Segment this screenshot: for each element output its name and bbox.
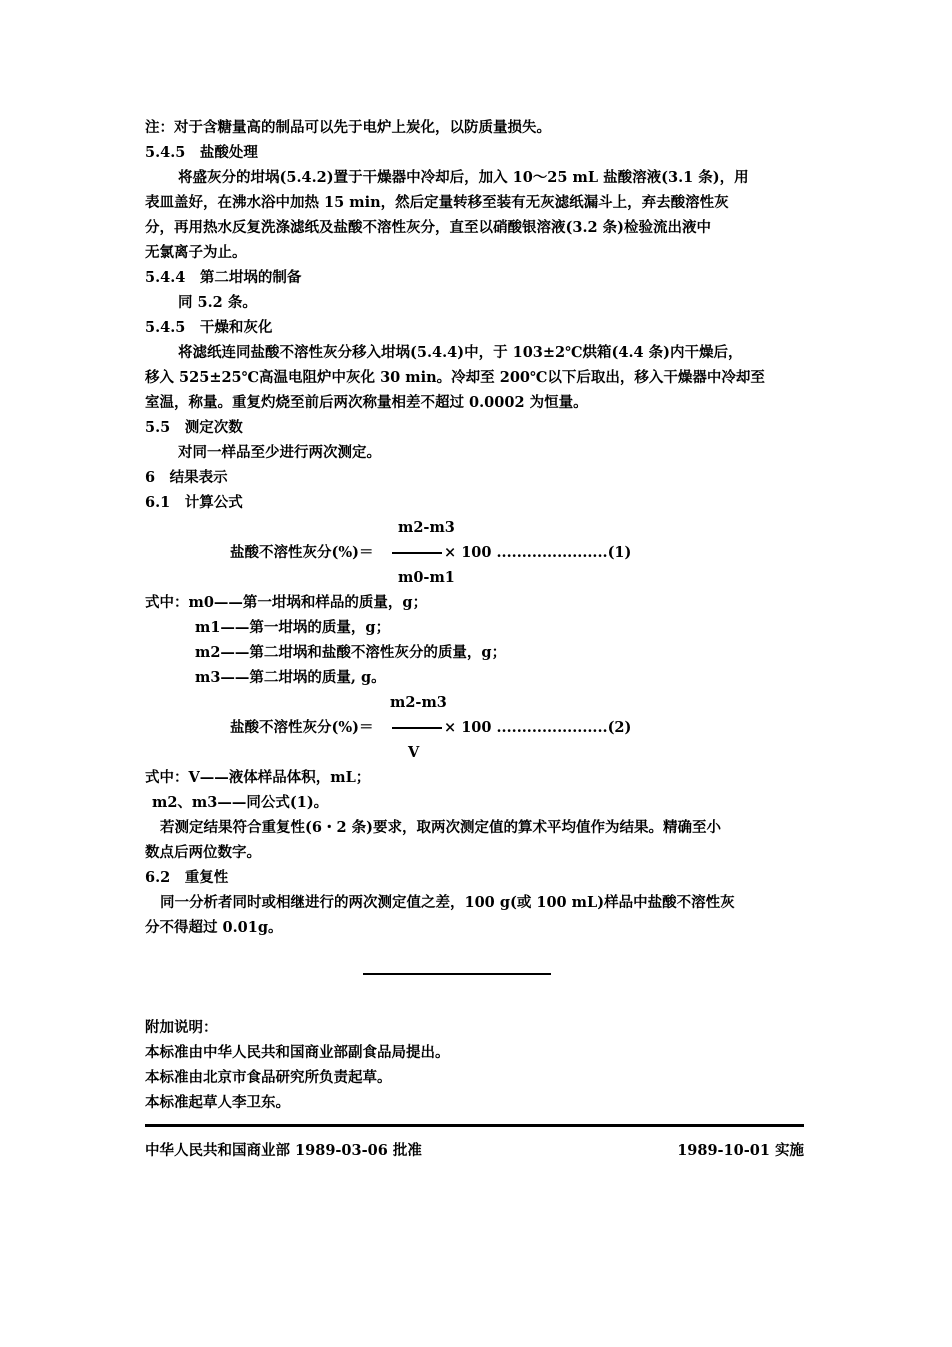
- note-text: 注：对于含糖量高的制品可以先于电炉上炭化，以防质量损失。: [145, 119, 551, 136]
- formula-1-numerator: m2-m3: [398, 519, 455, 536]
- paragraph-line: 将盛灰分的坩埚(5.4.2)置于干燥器中冷却后，加入 10～25 mL 盐酸溶液(3.1 条)，用: [178, 169, 749, 186]
- variable-definition: 式中：V——液体样品体积，mL；: [145, 769, 371, 786]
- paragraph-line: 分不得超过 0.01g。: [145, 919, 283, 936]
- formula-2-rhs: × 100 ......................(2): [444, 719, 632, 736]
- formula-1-rhs: × 100 ......................(1): [444, 544, 632, 561]
- appendix-line: 本标准起草人李卫东。: [145, 1094, 290, 1111]
- formula-1-denominator: m0-m1: [398, 569, 455, 586]
- paragraph-line: 表皿盖好，在沸水浴中加热 15 min，然后定量转移至装有无灰滤纸漏斗上，弃去酸溶性灰: [145, 194, 729, 211]
- paragraph-line: 同一分析者同时或相继进行的两次测定值之差，100 g(或 100 mL)样品中盐酸不溶性灰: [160, 894, 735, 911]
- variable-definition: m2——第二坩埚和盐酸不溶性灰分的质量，g；: [195, 644, 507, 661]
- formula-2-numerator: m2-m3: [390, 694, 447, 711]
- variable-definition: m2、m3——同公式(1)。: [152, 794, 329, 811]
- section-6-1-heading: 6.1 计算公式: [145, 494, 243, 511]
- formula-1-lhs: 盐酸不溶性灰分(%)＝: [230, 544, 374, 561]
- variable-definition: m3——第二坩埚的质量, g。: [195, 669, 386, 686]
- footer-implementation: 1989-10-01 实施: [677, 1142, 804, 1159]
- appendix-line: 本标准由北京市食品研究所负责起草。: [145, 1069, 392, 1086]
- paragraph-line: 若测定结果符合重复性(6・2 条)要求，取两次测定值的算术平均值作为结果。精确至小: [160, 819, 721, 836]
- appendix-title: 附加说明：: [145, 1019, 218, 1036]
- paragraph-line: 室温，称量。重复灼烧至前后两次称量相差不超过 0.0002 为恒量。: [145, 394, 588, 411]
- paragraph-line: 同 5.2 条。: [178, 294, 257, 311]
- formula-2-lhs: 盐酸不溶性灰分(%)＝: [230, 719, 374, 736]
- paragraph-line: 将滤纸连同盐酸不溶性灰分移入坩埚(5.4.4)中，于 103±2℃烘箱(4.4 条)内干燥后，: [178, 344, 743, 361]
- paragraph-line: 移入 525±25℃高温电阻炉中灰化 30 min。冷却至 200℃以下后取出，移入干燥器中冷却至: [145, 369, 765, 386]
- footer-rule: [145, 1124, 804, 1127]
- section-6-2-heading: 6.2 重复性: [145, 869, 229, 886]
- paragraph-line: 对同一样品至少进行两次测定。: [178, 444, 381, 461]
- variable-definition: m1——第一坩埚的质量，g；: [195, 619, 391, 636]
- section-5-5-heading: 5.5 测定次数: [145, 419, 243, 436]
- paragraph-line: 分，再用热水反复洗涤滤纸及盐酸不溶性灰分，直至以硝酸银溶液(3.2 条)检验流出液中: [145, 219, 711, 236]
- section-5-4-5-heading: 5.4.5 盐酸处理: [145, 144, 258, 161]
- end-divider: [363, 973, 551, 975]
- formula-1-fraction-bar: [392, 552, 442, 554]
- appendix-line: 本标准由中华人民共和国商业部副食品局提出。: [145, 1044, 450, 1061]
- section-5-4-5b-heading: 5.4.5 干燥和灰化: [145, 319, 273, 336]
- footer-approval: 中华人民共和国商业部 1989-03-06 批准: [145, 1142, 422, 1159]
- formula-2-denominator: V: [408, 744, 420, 761]
- formula-2-fraction-bar: [392, 727, 442, 729]
- variable-definition: 式中：m0——第一坩埚和样品的质量，g；: [145, 594, 428, 611]
- paragraph-line: 无氯离子为止。: [145, 244, 247, 261]
- paragraph-line: 数点后两位数字。: [145, 844, 261, 861]
- section-5-4-4-heading: 5.4.4 第二坩埚的制备: [145, 269, 302, 286]
- section-6-heading: 6 结果表示: [145, 469, 228, 486]
